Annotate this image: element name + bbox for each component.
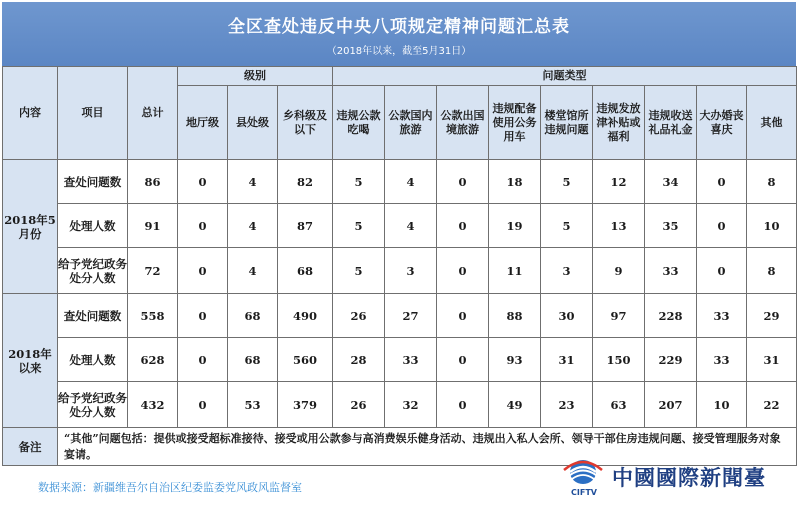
cell-type: 5 [333,160,385,204]
logo-text: 中國國際新聞臺 [612,466,766,490]
cell-level: 0 [178,248,228,294]
header-type: 公款国内旅游 [385,86,437,160]
cell-type: 0 [437,204,489,248]
data-source: 数据来源：新疆维吾尔自治区纪委监委党风政风监督室 [38,481,302,494]
table-row [3,294,797,338]
header-type: 违规发放津补贴或福利 [593,86,645,160]
header-level-group: 级别 [178,67,333,86]
header-type-group: 问题类型 [333,67,797,86]
table-row [3,204,797,248]
title-bar [2,2,796,66]
cell-type: 33 [385,338,437,382]
cell-type: 0 [437,338,489,382]
cell-type: 5 [333,204,385,248]
cell-type: 97 [593,294,645,338]
row-item-label: 给予党纪政务处分人数 [58,382,128,428]
note-text: “其他”问题包括：提供或接受超标准接待、接受或用公款参与高消费娱乐健身活动、违规出入私人会所、领导干部住房违规问题、接受管理服务对象宴请。 [58,428,797,466]
page-subtitle: （2018年以来，截至5月31日） [326,46,472,57]
cell-type: 32 [385,382,437,428]
cell-type: 0 [697,248,747,294]
cell-type: 229 [645,338,697,382]
cell-total: 72 [128,248,178,294]
cell-total: 628 [128,338,178,382]
row-item-label: 给予党纪政务处分人数 [58,248,128,294]
cell-level: 0 [178,338,228,382]
summary-table [2,66,797,466]
cell-type: 0 [697,160,747,204]
table-row [3,338,797,382]
cell-type: 11 [489,248,541,294]
logo-abbr: CIFTV [571,488,597,497]
cell-level: 68 [228,338,278,382]
cell-total: 432 [128,382,178,428]
cell-type: 3 [541,248,593,294]
cell-type: 5 [541,160,593,204]
cell-type: 26 [333,382,385,428]
page-title: 全区查处违反中央八项规定精神问题汇总表 [228,17,570,37]
cell-type: 19 [489,204,541,248]
cell-type: 10 [697,382,747,428]
table-row [3,248,797,294]
cell-type: 4 [385,204,437,248]
cell-type: 207 [645,382,697,428]
row-item-label: 处理人数 [58,204,128,248]
cell-type: 63 [593,382,645,428]
cell-type: 0 [437,248,489,294]
period-label: 2018年以来 [3,294,58,428]
cell-level: 4 [228,160,278,204]
cell-total: 86 [128,160,178,204]
cell-type: 28 [333,338,385,382]
row-item-label: 查处问题数 [58,294,128,338]
cell-type: 0 [437,160,489,204]
cell-total: 91 [128,204,178,248]
cell-level: 4 [228,204,278,248]
cell-type: 12 [593,160,645,204]
cell-type: 10 [747,204,797,248]
cell-type: 0 [437,382,489,428]
header-type: 大办婚丧喜庆 [697,86,747,160]
cell-type: 5 [333,248,385,294]
cell-level: 0 [178,382,228,428]
cell-level: 82 [278,160,333,204]
cell-type: 31 [541,338,593,382]
header-content: 内容 [3,67,58,160]
cell-type: 29 [747,294,797,338]
cell-type: 9 [593,248,645,294]
cell-level: 379 [278,382,333,428]
table-row [3,382,797,428]
cell-type: 8 [747,160,797,204]
cell-level: 0 [178,294,228,338]
cell-type: 0 [697,204,747,248]
cell-type: 22 [747,382,797,428]
cell-total: 558 [128,294,178,338]
cell-type: 228 [645,294,697,338]
cell-type: 33 [697,338,747,382]
note-label: 备注 [3,428,58,466]
cell-level: 68 [228,294,278,338]
cell-type: 26 [333,294,385,338]
cell-type: 3 [385,248,437,294]
cell-type: 23 [541,382,593,428]
cell-type: 30 [541,294,593,338]
row-item-label: 查处问题数 [58,160,128,204]
table-row [3,160,797,204]
cell-type: 35 [645,204,697,248]
header-level: 乡科级及以下 [278,86,333,160]
header-level: 地厅级 [178,86,228,160]
cell-type: 31 [747,338,797,382]
cell-type: 13 [593,204,645,248]
cell-type: 5 [541,204,593,248]
header-level: 县处级 [228,86,278,160]
header-type: 公款出国境旅游 [437,86,489,160]
row-item-label: 处理人数 [58,338,128,382]
cell-type: 49 [489,382,541,428]
cell-level: 490 [278,294,333,338]
cell-type: 4 [385,160,437,204]
header-type: 违规配备使用公务用车 [489,86,541,160]
period-label: 2018年5月份 [3,160,58,294]
header-type: 违规收送礼品礼金 [645,86,697,160]
header-type: 楼堂馆所违规问题 [541,86,593,160]
cell-level: 0 [178,204,228,248]
cell-type: 33 [645,248,697,294]
cell-level: 53 [228,382,278,428]
header-total: 总计 [128,67,178,160]
cell-level: 87 [278,204,333,248]
cell-type: 8 [747,248,797,294]
cell-type: 0 [437,294,489,338]
cell-type: 88 [489,294,541,338]
cift-logo [560,458,796,502]
cell-type: 33 [697,294,747,338]
cell-type: 27 [385,294,437,338]
cell-type: 34 [645,160,697,204]
cell-level: 68 [278,248,333,294]
header-type: 违规公款吃喝 [333,86,385,160]
cell-level: 4 [228,248,278,294]
header-item: 项目 [58,67,128,160]
cell-type: 93 [489,338,541,382]
cell-level: 0 [178,160,228,204]
header-type: 其他 [747,86,797,160]
cell-type: 150 [593,338,645,382]
cell-type: 18 [489,160,541,204]
cell-level: 560 [278,338,333,382]
